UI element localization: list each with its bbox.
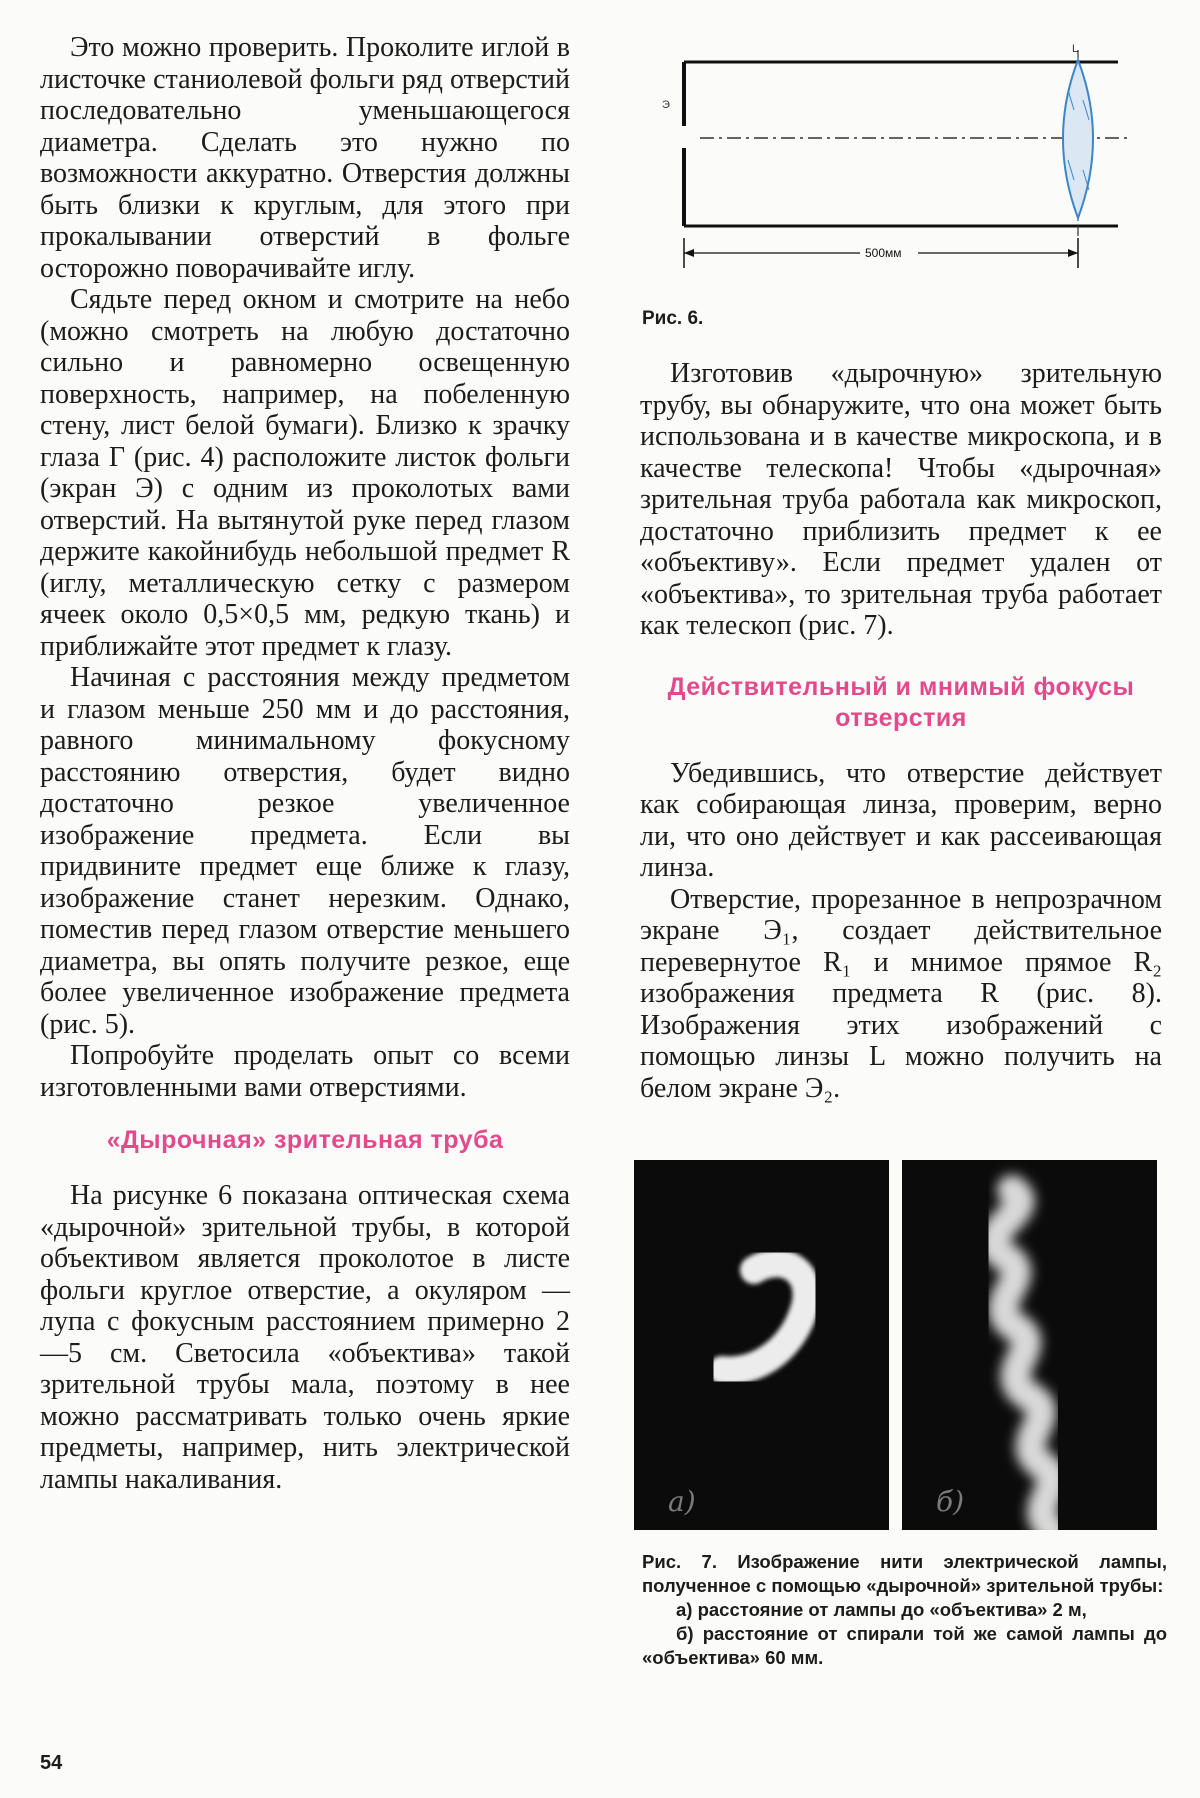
photo-label-b: б) — [936, 1485, 965, 1518]
figure-6-caption: Рис. 6. — [642, 308, 704, 329]
figure-7-caption-main: Рис. 7. Изображение нити электрической лампы, полученное с помощью «дырочной» зрительной трубы: — [642, 1551, 1167, 1596]
screen-label: Э — [662, 99, 670, 111]
spiral-shape — [994, 1190, 1052, 1530]
paragraph: Сядьте перед окном и смотрите на небо (можно смотреть на любую достаточно сильно и равномерно освещенную поверхность, например, на побеленную стену, лист белой бумаги). Близко к зрачку глаза Г (рис. 4) расположите листок фольги (экран Э) с одним из проколотых вами отверстий. На вытянутой руке перед глазом держите какойнибудь небольшой предмет R (иглу, металлическую сетку с размером ячеек около 0,5×0,5 мм, редкую ткань) и приближайте этот предмет к глазу. — [40, 284, 570, 662]
figure-7-caption-a: а) расстояние от лампы до «объектива» 2 м, — [676, 1599, 1087, 1620]
paragraph: На рисунке 6 показана оптическая схема «дырочной» зрительной трубы, в которой объективом является проколотое в листе фольги круглое отверстие, а окуляром — лупа с фокусным расстоянием примерно 2—5 см. Светосила «объектива» такой зрительной трубы мала, поэтому в нее можно рассматривать только очень яркие предметы, например, нить электрической лампы накаливания. — [40, 1180, 570, 1495]
paragraph: Убедившись, что отверстие действует как собирающая линза, проверим, верно ли, что оно действует и как рассеивающая линза. — [640, 757, 1162, 883]
figure-7-caption-b: б) расстояние от спирали той же самой лампы до «объектива» 60 мм. — [642, 1623, 1167, 1668]
right-column — [640, 358, 1162, 1104]
figure-7-caption — [642, 1550, 1167, 1670]
figure-6-diagram — [660, 40, 1140, 280]
section-heading-pinhole-tube: «Дырочная» зрительная труба — [106, 1126, 504, 1154]
dimension-label: 500мм — [865, 246, 902, 260]
paragraph: Изготовив «дырочную» зрительную трубу, вы обнаружите, что она может быть использована и в качестве микроскопа, и в качестве телескопа! Чтобы «дырочная» зрительная труба работала как микроскоп, достаточно приблизить предмет к ее «объективу». Если предмет удален от «объектива», то зрительная труба работает как телескоп (рис. 7). — [640, 358, 1162, 641]
page-number: 54 — [40, 1752, 63, 1774]
photo-b-spiral — [902, 1160, 1157, 1530]
photo-a-filament — [634, 1160, 889, 1530]
dimension-arrow-right — [1068, 249, 1078, 257]
photo-label-a: а) — [668, 1485, 696, 1518]
filament-shape — [722, 1263, 807, 1370]
dimension-arrow-left — [684, 249, 694, 257]
paragraph: Это можно проверить. Проколите иглой в листочке станиолевой фольги ряд отверстий последовательно уменьшающегося диаметра. Сделать это нужно по возможности аккуратно. Отверстия должны быть близки к круглым, для этого при прокалывании отверстий в фольге осторожно поворачивайте иглу. — [40, 32, 570, 284]
lens-shape — [1063, 60, 1093, 218]
paragraph: Попробуйте проделать опыт со всеми изготовленными вами отверстиями. — [40, 1040, 570, 1103]
section-heading-foci: Действительный и мнимый фокусы отверстия — [667, 672, 1135, 732]
paragraph: Начиная с расстояния между предметом и глазом меньше 250 мм и до расстояния, равного минимальному фокусному расстоянию отверстия, будет видно достаточно резкое увеличенное изображение предмета. Если вы придвините предмет еще ближе к глазу, изображение станет нерезким. Однако, поместив перед глазом отверстие меньшего диаметра, вы опять получите резкое, еще более увеличенное изображение предмета (рис. 5). — [40, 662, 570, 1040]
lens-label: L — [1072, 43, 1079, 55]
left-column — [40, 32, 570, 1495]
paragraph: Отверстие, прорезанное в непрозрачном экране Э₁, создает действительное перевернутое R₁ и мнимое прямое R₂ изображения предмета R (рис. 8). Изображения этих изображений с помощью линзы L можно получить на белом экране Э₂. — [640, 883, 1162, 1104]
